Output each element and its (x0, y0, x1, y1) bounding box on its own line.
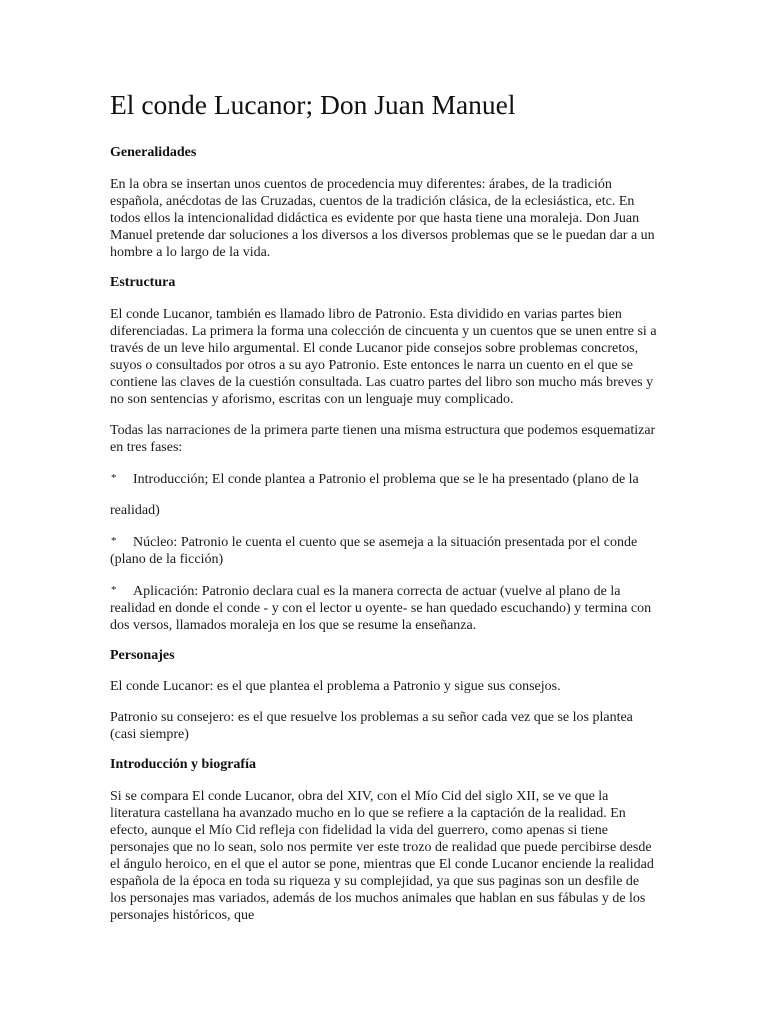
bullet-text: Introducción; El conde plantea a Patronio el problema que se le ha presentado (plano de la (133, 471, 639, 487)
bullet-text: Núcleo: Patronio le cuenta el cuento que se asemeja a la situación presentada por el conde (plano de la ficción) (110, 534, 638, 567)
heading-estructura: Estructura (110, 274, 176, 290)
bullet-continuation: realidad) (110, 502, 160, 518)
bullet-text: Aplicación: Patronio declara cual es la manera correcta de actuar (vuelve al plano de la realidad en donde el conde - y con el lector u oyente- se han quedado escuchando) y termina con dos versos, llamados moraleja en los que se resume la enseñanza. (110, 583, 652, 633)
paragraph-personajes-2: Patronio su consejero: es el que resuelve los problemas a su señor cada vez que se los plantea (casi siempre) (110, 710, 633, 743)
bullet-icon: * (111, 583, 117, 596)
document-title: El conde Lucanor; Don Juan Manuel (110, 89, 516, 120)
heading-personajes: Personajes (110, 647, 175, 663)
bullet-icon: * (111, 471, 117, 484)
paragraph-introduccion: Si se compara El conde Lucanor, obra del XIV, con el Mío Cid del siglo XII, se ve que la literatura castellana ha avanzado mucho en lo que se refiere a la captación de la realidad. En efecto, aunque el Mío Cid refleja con fidelidad la vida del guerrero, como apenas si tiene personajes que no lo sean, solo nos permite ver este trozo de realidad que puede percibirse desde el ángulo heroico, en el que el autor se pone, mientras que El conde Lucanor enciende la realidad española de la época en toda su riqueza y su complejidad, ya que sus paginas son un desfile de los personajes mas variados, además de los muchos animales que hablan en sus fábulas y de los personajes históricos, que (110, 789, 654, 924)
paragraph-generalidades: En la obra se insertan unos cuentos de procedencia muy diferentes: árabes, de la tradición española, anécdotas de las Cruzadas, cuentos de la tradición clásica, de la eclesiástica, etc. En todos ellos la intencionalidad didáctica es evidente por que hasta tiene una moraleja. Don Juan Manuel pretende dar soluciones a los diversos a los diversos problemas que se le puedan dar a un hombre a lo largo de la vida. (110, 176, 655, 260)
bullet-icon: * (111, 534, 117, 547)
bullet-item-aplicacion (110, 582, 658, 634)
bullet-item-nucleo (110, 533, 658, 568)
bullet-item-introduccion (110, 470, 658, 488)
paragraph-estructura-2: Todas las narraciones de la primera parte tienen una misma estructura que podemos esquematizar en tres fases: (110, 422, 656, 455)
heading-introduccion: Introducción y biografía (110, 757, 256, 773)
paragraph-personajes-1: El conde Lucanor: es el que plantea el problema a Patronio y sigue sus consejos. (110, 679, 561, 695)
heading-generalidades: Generalidades (110, 145, 197, 160)
document-page (110, 88, 658, 938)
paragraph-estructura-1: El conde Lucanor, también es llamado libro de Patronio. Esta dividido en varias partes bien diferenciadas. La primera la forma una colección de cincuenta y un cuentos que se unen entre si a través de un leve hilo argumental. El conde Lucanor pide consejos sobre problemas concretos, suyos o consultados por otros a su ayo Patronio. Este entonces le narra un cuento en el que se contiene las claves de la cuestión consultada. Las cuatro partes del libro son mucho más breves y no son sentencias y aforismo, escritas con un lenguaje muy complicado. (110, 306, 657, 407)
